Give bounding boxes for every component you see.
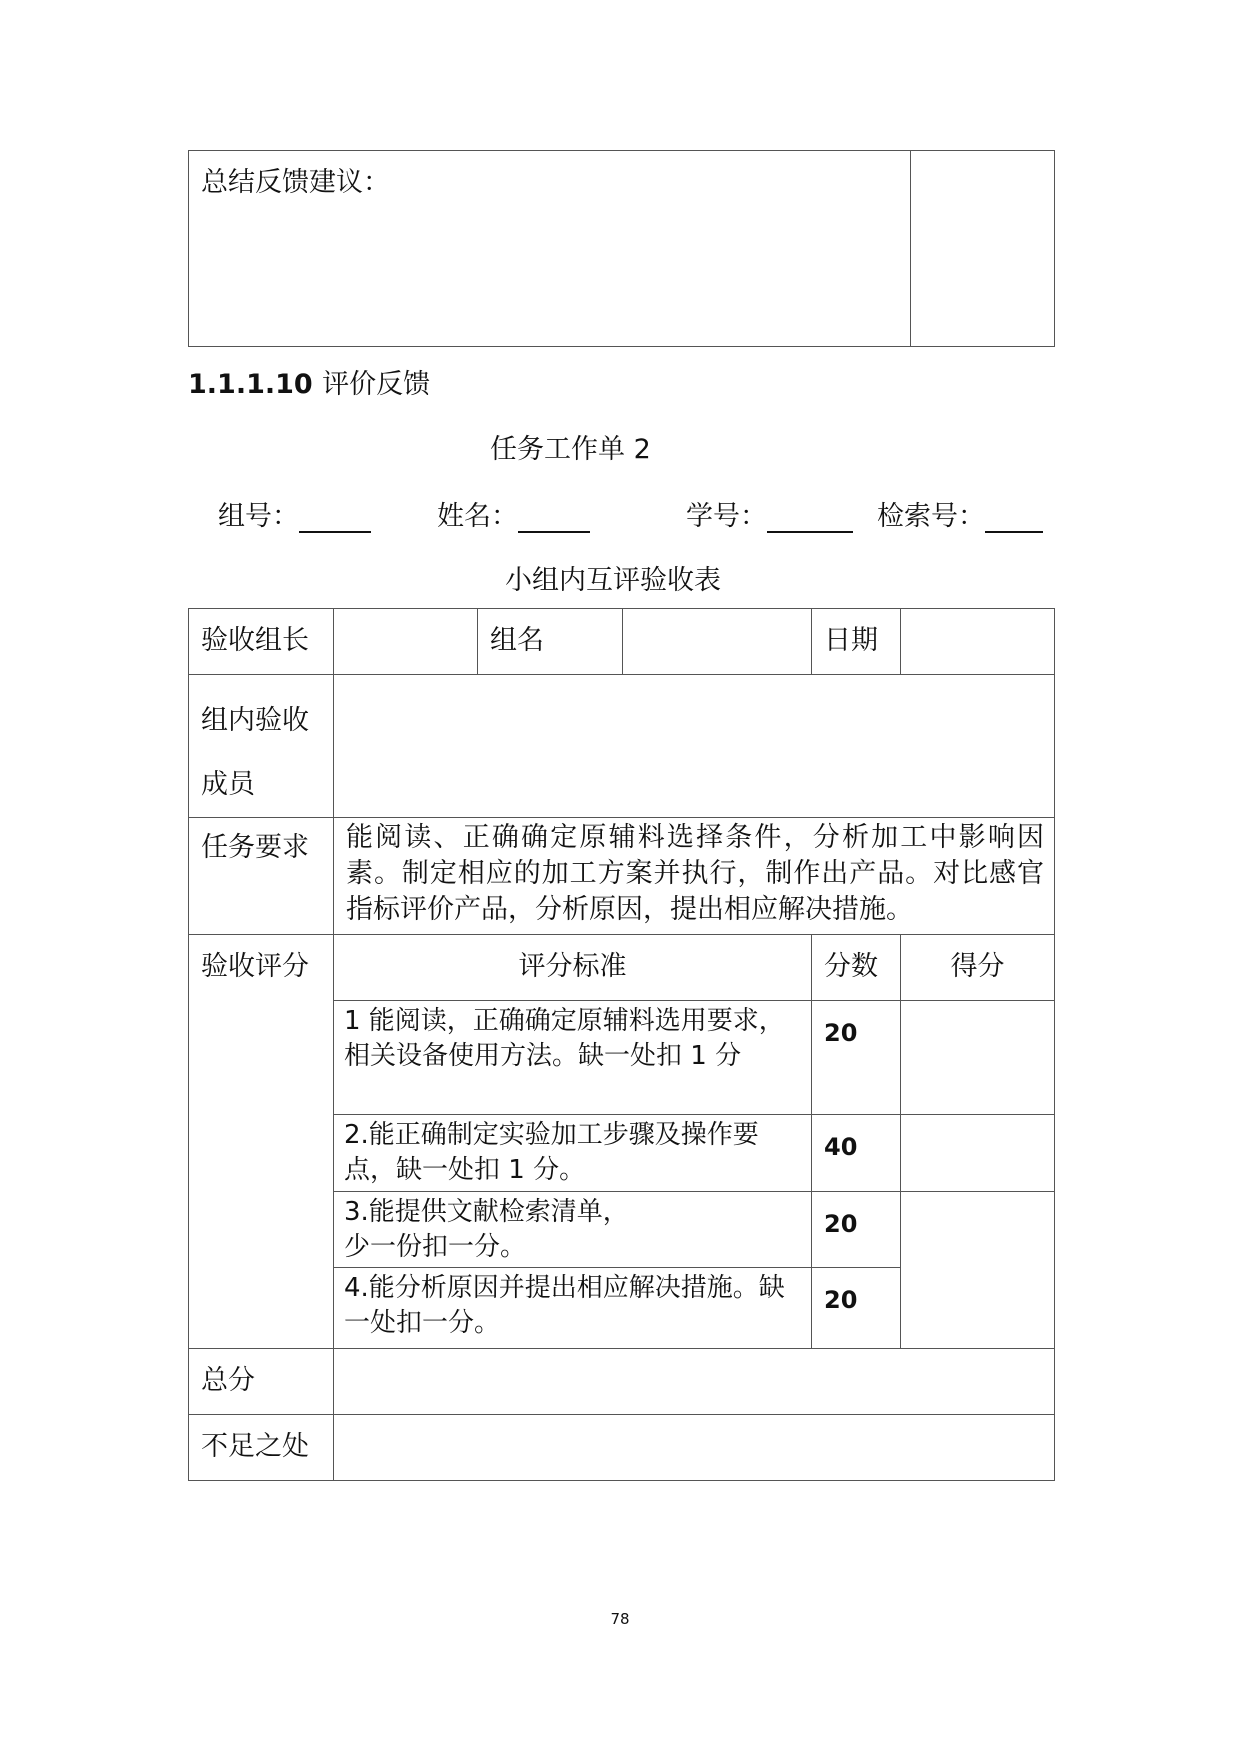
- obtained-cell: [901, 1001, 1055, 1115]
- members-value-cell: [334, 675, 1055, 818]
- name-field: [437, 494, 590, 533]
- requirement-label: 任务要求: [201, 832, 309, 863]
- members-label-line2: 成员: [201, 769, 255, 800]
- points-cell: [812, 1268, 901, 1349]
- points-cell: [812, 1192, 901, 1268]
- student-number-blank: [767, 501, 853, 533]
- leader-label: 验收组长: [201, 625, 309, 656]
- date-value-cell: [901, 609, 1055, 675]
- section-heading: [188, 362, 430, 401]
- section-number: 1.1.1.10: [188, 369, 313, 400]
- evaluation-table: [188, 608, 1055, 1481]
- requirement-text-cell: [334, 818, 1055, 935]
- table-row: [189, 609, 1055, 675]
- criterion-4-points: 20: [824, 1286, 858, 1314]
- total-value-cell: [334, 1349, 1055, 1415]
- worksheet-title: 任务工作单 2: [490, 434, 651, 465]
- page-number: 78: [610, 1610, 630, 1628]
- members-label-line1: 组内验收: [201, 705, 309, 736]
- criterion-4-text: 4.能分析原因并提出相应解决措施。缺一处扣一分。: [344, 1273, 785, 1338]
- feedback-cell: [189, 151, 911, 347]
- table-title: 小组内互评验收表: [505, 565, 721, 596]
- section-text: 评价反馈: [322, 369, 431, 400]
- shortcoming-label: 不足之处: [201, 1431, 309, 1462]
- group-number-label: 组号：: [218, 501, 299, 532]
- points-header-cell: [812, 935, 901, 1001]
- members-label-cell: [189, 675, 334, 818]
- group-number-blank: [299, 501, 371, 533]
- total-label-cell: [189, 1349, 334, 1415]
- name-label: 姓名：: [437, 501, 518, 532]
- feedback-table: [188, 150, 1055, 347]
- criterion-1-text: 1 能阅读，正确确定原辅料选用要求，相关设备使用方法。缺一处扣 1 分: [344, 1006, 785, 1071]
- criterion-3-points: 20: [824, 1210, 858, 1238]
- search-number-label: 检索号：: [877, 501, 985, 532]
- score-label: 验收评分: [201, 951, 309, 982]
- obtained-cell-merged: [901, 1192, 1055, 1349]
- table-row: [189, 1349, 1055, 1415]
- feedback-side-cell: [911, 151, 1055, 347]
- date-label-cell: [812, 609, 901, 675]
- points-cell: [812, 1001, 901, 1115]
- obtained-header-cell: [901, 935, 1055, 1001]
- criterion-cell: [334, 1192, 812, 1268]
- table-row: [189, 935, 1055, 1001]
- date-label: 日期: [824, 625, 878, 656]
- requirement-text: 能阅读、正确确定原辅料选择条件，分析加工中影响因素。制定相应的加工方案并执行，制作出产品。对比感官指标评价产品，分析原因，提出相应解决措施。: [346, 822, 1044, 925]
- points-header: 分数: [824, 951, 878, 982]
- student-number-label: 学号：: [686, 501, 767, 532]
- score-label-cell: [189, 935, 334, 1349]
- search-number-field: [877, 494, 1043, 533]
- criterion-3-text: 3.能提供文献检索清单， 少一份扣一分。: [344, 1197, 629, 1262]
- group-name-label: 组名: [490, 625, 544, 656]
- shortcoming-value-cell: [334, 1415, 1055, 1481]
- search-number-blank: [985, 501, 1043, 533]
- obtained-header: 得分: [950, 951, 1005, 982]
- total-label: 总分: [201, 1365, 255, 1396]
- name-blank: [518, 501, 590, 533]
- group-name-value-cell: [623, 609, 812, 675]
- points-cell: [812, 1115, 901, 1192]
- criterion-cell: [334, 1001, 812, 1115]
- criteria-header: 评分标准: [518, 951, 627, 982]
- leader-label-cell: [189, 609, 334, 675]
- criterion-cell: [334, 1268, 812, 1349]
- feedback-label: 总结反馈建议：: [201, 167, 390, 198]
- group-number-field: [218, 494, 371, 533]
- criterion-2-points: 40: [824, 1133, 858, 1161]
- criterion-1-points: 20: [824, 1019, 858, 1047]
- table-row: [189, 1415, 1055, 1481]
- shortcoming-label-cell: [189, 1415, 334, 1481]
- leader-value-cell: [334, 609, 478, 675]
- criteria-header-cell: [334, 935, 812, 1001]
- obtained-cell: [901, 1115, 1055, 1192]
- student-number-field: [686, 494, 853, 533]
- group-name-label-cell: [478, 609, 623, 675]
- table-row: [189, 818, 1055, 935]
- requirement-label-cell: [189, 818, 334, 935]
- table-row: [189, 675, 1055, 818]
- criterion-2-text: 2.能正确制定实验加工步骤及操作要点，缺一处扣 1 分。: [344, 1120, 759, 1185]
- criterion-cell: [334, 1115, 812, 1192]
